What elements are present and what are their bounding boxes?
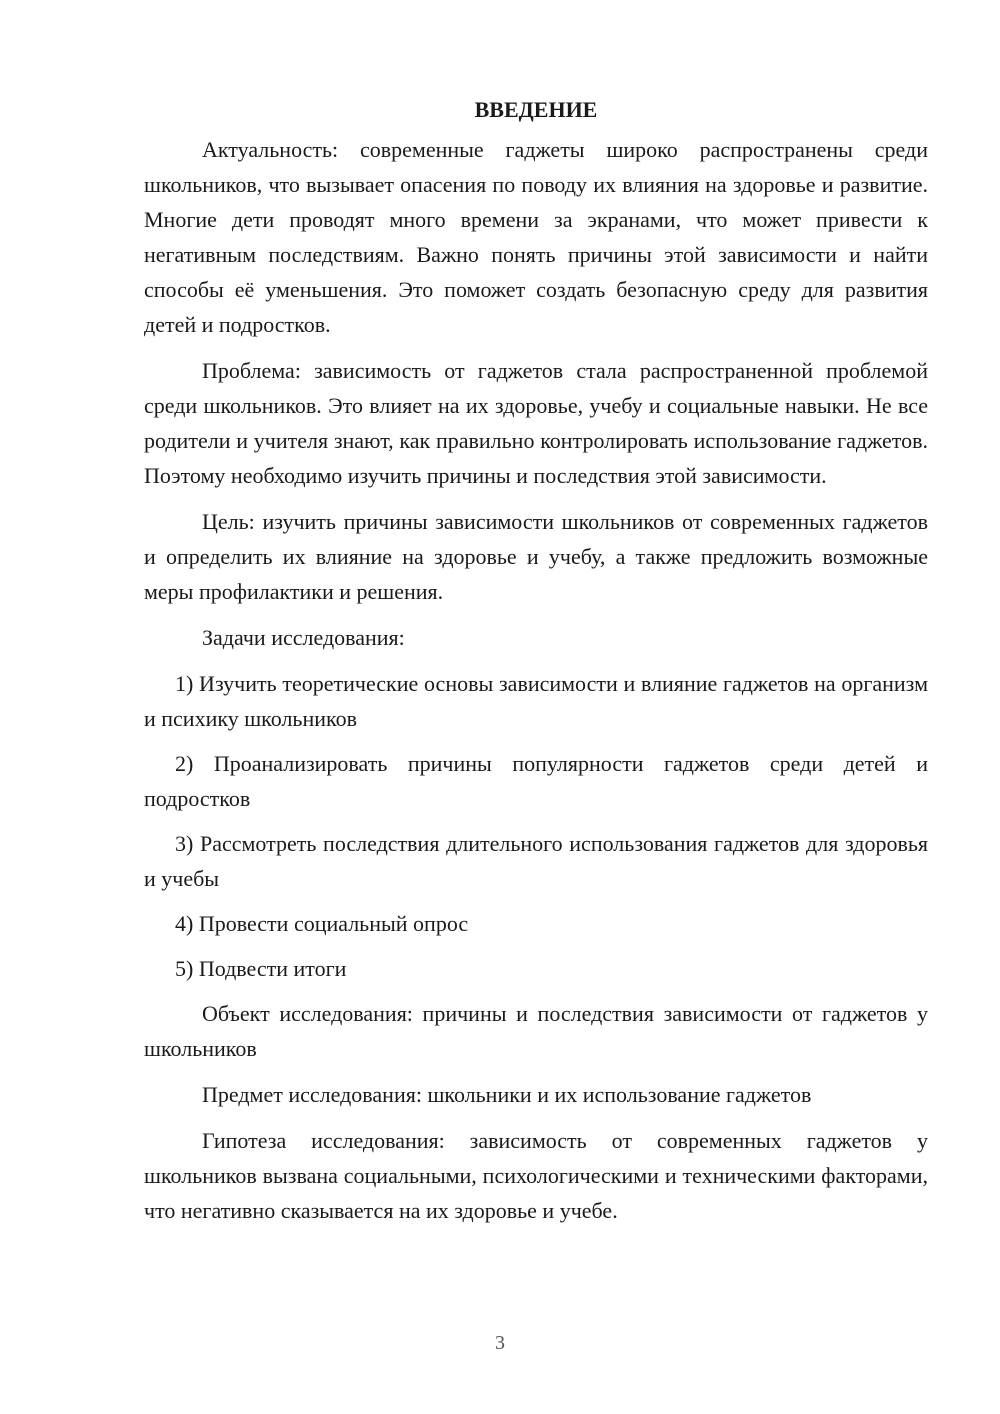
object-paragraph: Объект исследования: причины и последствия зависимости от гаджетов у школьников (144, 1001, 928, 1061)
task-item-1: 1) Изучить теоретические основы зависимости и влияние гаджетов на организм и психику школьников (144, 671, 928, 731)
hypothesis-paragraph: Гипотеза исследования: зависимость от современных гаджетов у школьников вызвана социальными, психологическими и техническими факторами, что негативно сказывается на их здоровье и учебе. (144, 1128, 928, 1223)
section-title: ВВЕДЕНИЕ (474, 97, 598, 122)
goal-paragraph: Цель: изучить причины зависимости школьников от современных гаджетов и определить их влияние на здоровье и учебу, а также предложить возможные меры профилактики и решения. (144, 509, 928, 604)
subject-paragraph: Предмет исследования: школьники и их использование гаджетов (202, 1082, 812, 1107)
task-item-3: 3) Рассмотреть последствия длительного использования гаджетов для здоровья и учебы (144, 831, 928, 891)
relevance-paragraph: Актуальность: современные гаджеты широко распространены среди школьников, что вызывает опасения по поводу их влияния на здоровье и развитие. Многие дети проводят много времени за экранами, что может привести к негативным последствиям. Важно понять причины этой зависимости и найти способы её уменьшения. Это поможет создать безопасную среду для развития детей и подростков. (144, 137, 928, 337)
task-item-4: 4) Провести социальный опрос (175, 911, 469, 936)
page-content (144, 92, 928, 1239)
problem-paragraph: Проблема: зависимость от гаджетов стала распространенной проблемой среди школьников. Это влияет на их здоровье, учебу и социальные навыки. Не все родители и учителя знают, как правильно контролировать использование гаджетов. Поэтому необходимо изучить причины и последствия этой зависимости. (144, 358, 928, 488)
task-item-5: 5) Подвести итоги (175, 956, 347, 981)
task-item-2: 2) Проанализировать причины популярности гаджетов среди детей и подростков (144, 751, 928, 811)
tasks-heading: Задачи исследования: (202, 625, 405, 650)
page-number: 3 (495, 1332, 505, 1354)
